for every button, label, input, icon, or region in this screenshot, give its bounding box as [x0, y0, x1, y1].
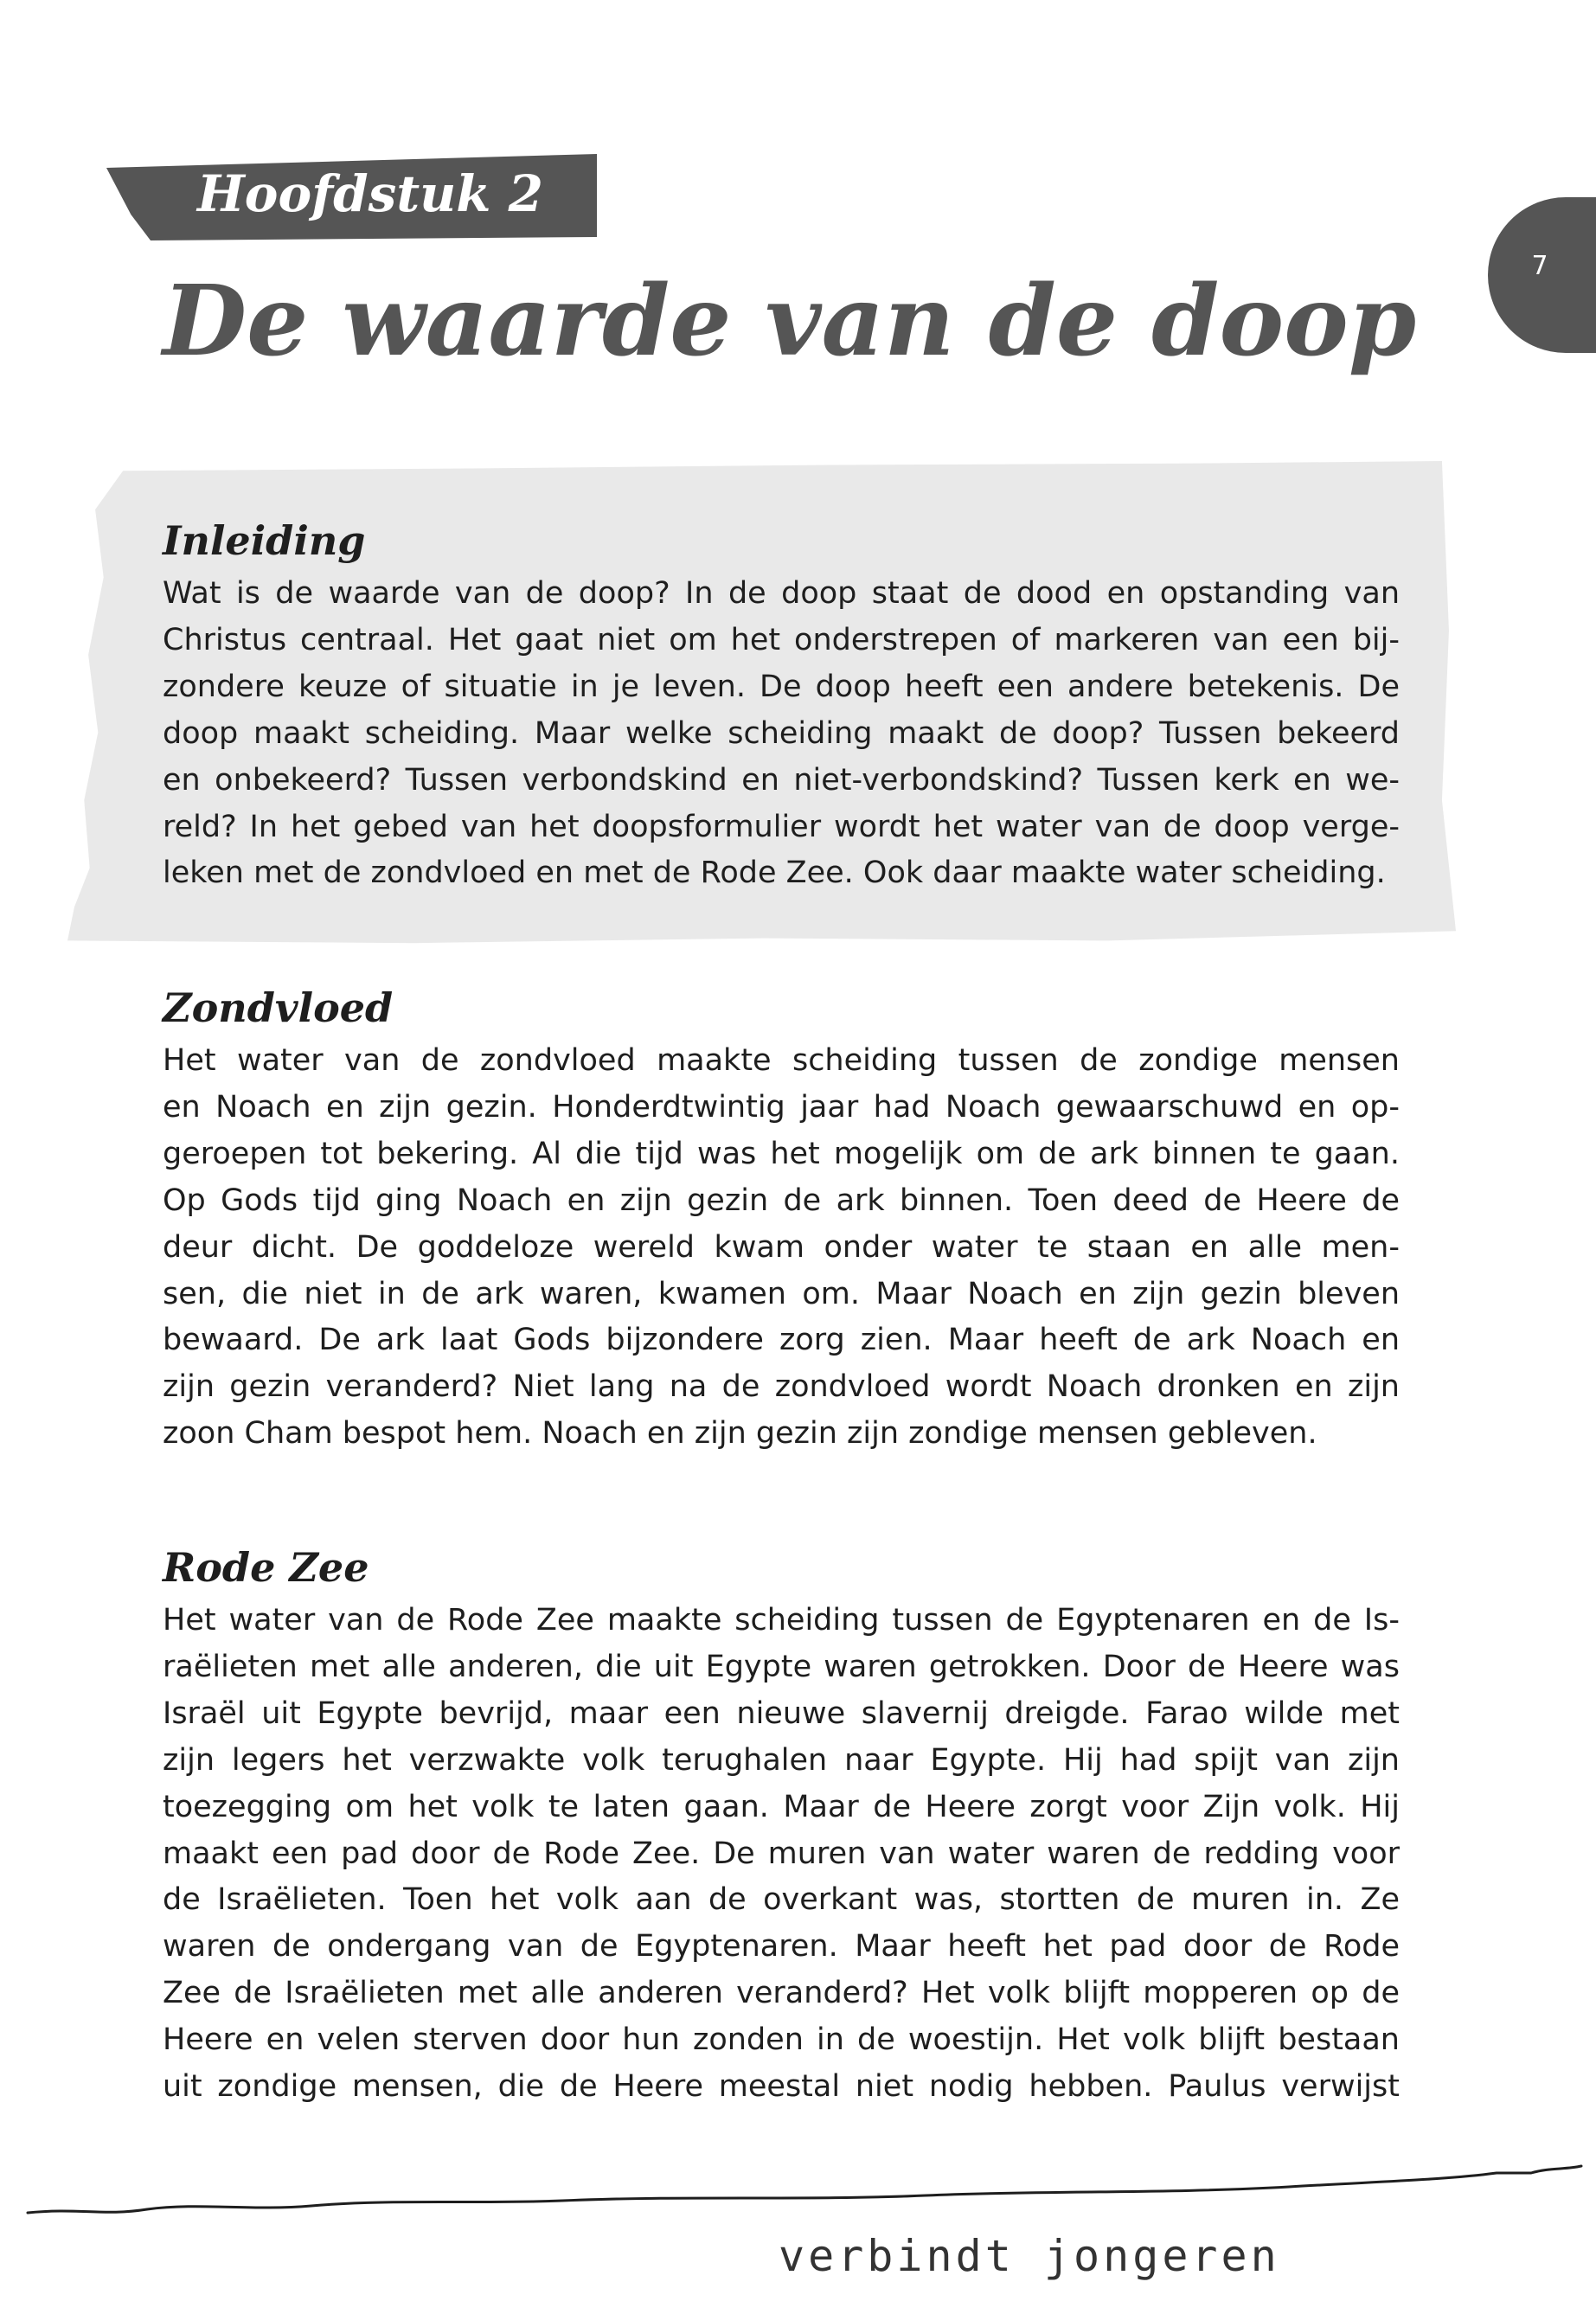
text-line: leken met de zondvloed en met de Rode Zee. Ook daar maakte water scheiding. — [163, 856, 1386, 891]
text-line: doop maakt scheiding. Maar welke scheiding maakt de doop? Tussen bekeerd — [163, 715, 1400, 751]
page-title: De waarde van de doop — [163, 265, 1417, 378]
intro-body — [163, 571, 1400, 897]
zondvloed-body — [163, 1038, 1400, 1458]
text-line: Het water van de zondvloed maakte scheiding tussen de zondige mensen — [163, 1043, 1400, 1078]
text-line: en Noach en zijn gezin. Honderdtwintig jaar had Noach gewaarschuwd en op- — [163, 1089, 1400, 1125]
rode-zee-body — [163, 1598, 1400, 2111]
text-line: maakt een pad door de Rode Zee. De muren van water waren de redding voor — [163, 1836, 1400, 1871]
text-line: en onbekeerd? Tussen verbondskind en niet-verbondskind? Tussen kerk en we- — [163, 762, 1400, 798]
text-line: reld? In het gebed van het doopsformulier wordt het water van de doop verge- — [163, 809, 1400, 844]
text-line: zijn legers het verzwakte volk terughalen naar Egypte. Hij had spijt van zijn — [163, 1742, 1400, 1778]
text-line: Wat is de waarde van de doop? In de doop staat de dood en opstanding van — [163, 576, 1400, 611]
text-line: Israël uit Egypte bevrijd, maar een nieuwe slavernij dreigde. Farao wilde met — [163, 1695, 1400, 1731]
zondvloed-heading: Zondvloed — [163, 984, 394, 1031]
text-line: Christus centraal. Het gaat niet om het onderstrepen of markeren van een bij- — [163, 622, 1400, 657]
text-line: deur dicht. De goddeloze wereld kwam onder water te staan en alle men- — [163, 1229, 1400, 1265]
page-number: 7 — [1531, 251, 1548, 281]
text-line: raëlieten met alle anderen, die uit Egypte waren getrokken. Door de Heere was — [163, 1649, 1400, 1684]
text-line: Op Gods tijd ging Noach en zijn gezin de ark binnen. Toen deed de Heere de — [163, 1183, 1400, 1218]
footer-divider-line — [26, 2154, 1583, 2223]
text-line: Heere en velen sterven door hun zonden in de woestijn. Het volk blijft bestaan — [163, 2022, 1400, 2058]
footer-brand-logo: verbindt jongeren — [779, 2231, 1280, 2281]
text-line: zijn gezin veranderd? Niet lang na de zondvloed wordt Noach dronken en zijn — [163, 1369, 1400, 1405]
rode-zee-heading: Rode Zee — [163, 1544, 369, 1591]
text-line: de Israëlieten. Toen het volk aan de overkant was, stortten de muren in. Ze — [163, 1882, 1400, 1918]
text-line: waren de ondergang van de Egyptenaren. Maar heeft het pad door de Rode — [163, 1929, 1400, 1965]
text-line: Zee de Israëlieten met alle anderen veranderd? Het volk blijft mopperen op de — [163, 1976, 1400, 2011]
chapter-label: Hoofdstuk 2 — [197, 164, 544, 223]
text-line: bewaard. De ark laat Gods bijzondere zorg zien. Maar heeft de ark Noach en — [163, 1323, 1400, 1358]
intro-heading: Inleiding — [163, 517, 366, 564]
text-line: uit zondige mensen, die de Heere meestal niet nodig hebben. Paulus verwijst — [163, 2069, 1400, 2105]
text-line: toezegging om het volk te laten gaan. Maar de Heere zorgt voor Zijn volk. Hij — [163, 1789, 1400, 1824]
text-line: geroepen tot bekering. Al die tijd was het mogelijk om de ark binnen te gaan. — [163, 1136, 1400, 1171]
text-line: Het water van de Rode Zee maakte scheiding tussen de Egyptenaren en de Is- — [163, 1603, 1400, 1638]
text-line: zondere keuze of situatie in je leven. De doop heeft een andere betekenis. De — [163, 669, 1400, 704]
text-line: zoon Cham bespot hem. Noach en zijn gezin zijn zondige mensen gebleven. — [163, 1416, 1317, 1452]
text-line: sen, die niet in de ark waren, kwamen om. Maar Noach en zijn gezin bleven — [163, 1276, 1400, 1311]
